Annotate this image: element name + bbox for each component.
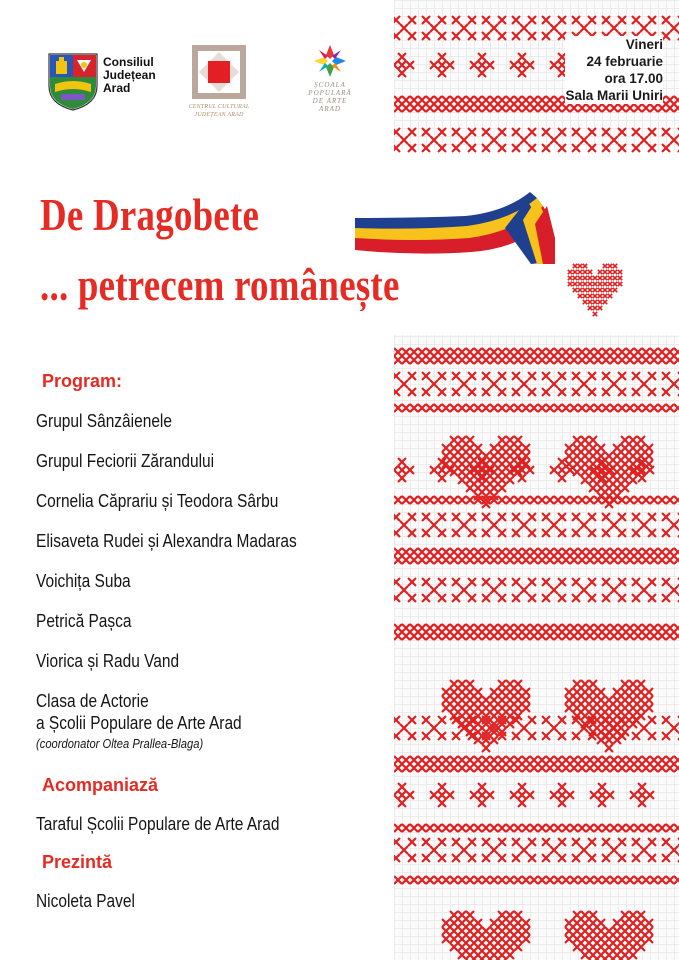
event-day: Vineri — [565, 36, 663, 53]
program-section — [36, 370, 436, 912]
poster-title — [40, 190, 400, 310]
program-item: Grupul Feciorii Zărandului — [36, 451, 215, 471]
romanian-flag-ribbon-icon — [355, 188, 555, 268]
event-date: 24 februarie — [565, 53, 663, 70]
cross-stitch-heart-icon — [566, 262, 636, 322]
centrul-cultural-emblem-icon — [188, 43, 250, 103]
program-class-note: (coordonator Oltea Prallea-Blaga) — [36, 736, 204, 751]
event-venue: Sala Marii Uniri — [565, 88, 663, 103]
program-label: Program: — [42, 371, 123, 391]
accompaniment-label: Acompaniază — [42, 775, 159, 795]
logo-consiliul-judetean-arad — [47, 52, 157, 112]
accompaniment-value: Taraful Școlii Populare de Arte Arad — [36, 814, 280, 834]
event-time: ora 17.00 — [565, 70, 663, 87]
program-class-line-1: Clasa de Actorie — [36, 691, 149, 711]
embroidery-panel — [394, 0, 679, 960]
program-item: Voichița Suba — [36, 571, 131, 591]
logo-text-line: Arad — [103, 81, 131, 95]
presenter-value: Nicoleta Pavel — [36, 891, 135, 911]
program-item: Elisaveta Rudei și Alexandra Madaras — [36, 531, 297, 551]
program-item: Petrică Pașca — [36, 611, 132, 631]
program-item: Grupul Sânzâienele — [36, 411, 172, 431]
logo-text-line: Județean — [103, 68, 156, 82]
coat-of-arms-icon — [47, 52, 99, 112]
logo-centrul-cultural — [188, 43, 250, 123]
logo-caption-line: ARAD — [319, 105, 341, 113]
logo-caption-line: CENTRUL CULTURAL — [188, 104, 250, 110]
title-line-2: ... petrecem românește — [40, 260, 400, 310]
logo-caption-line: JUDEȚEAN ARAD — [194, 112, 244, 118]
event-info — [565, 36, 663, 104]
logo-caption-line: POPULARĂ — [308, 89, 352, 97]
star-flower-icon — [306, 43, 354, 81]
cross-stitch-pattern — [394, 0, 679, 960]
program-item: Viorica și Radu Vand — [36, 651, 180, 671]
title-line-1: De Dragobete — [40, 190, 260, 240]
logo-caption-line: DE ARTE — [312, 97, 348, 105]
logo-text-line: Consiliul — [103, 55, 154, 69]
program-class-line-2: a Școlii Populare de Arte Arad — [36, 713, 242, 733]
logo-caption-line: ȘCOALA — [314, 81, 346, 89]
program-item: Cornelia Căprariu și Teodora Sârbu — [36, 491, 279, 511]
presenter-label: Prezintă — [42, 852, 113, 872]
logo-scoala-populara — [306, 43, 354, 123]
